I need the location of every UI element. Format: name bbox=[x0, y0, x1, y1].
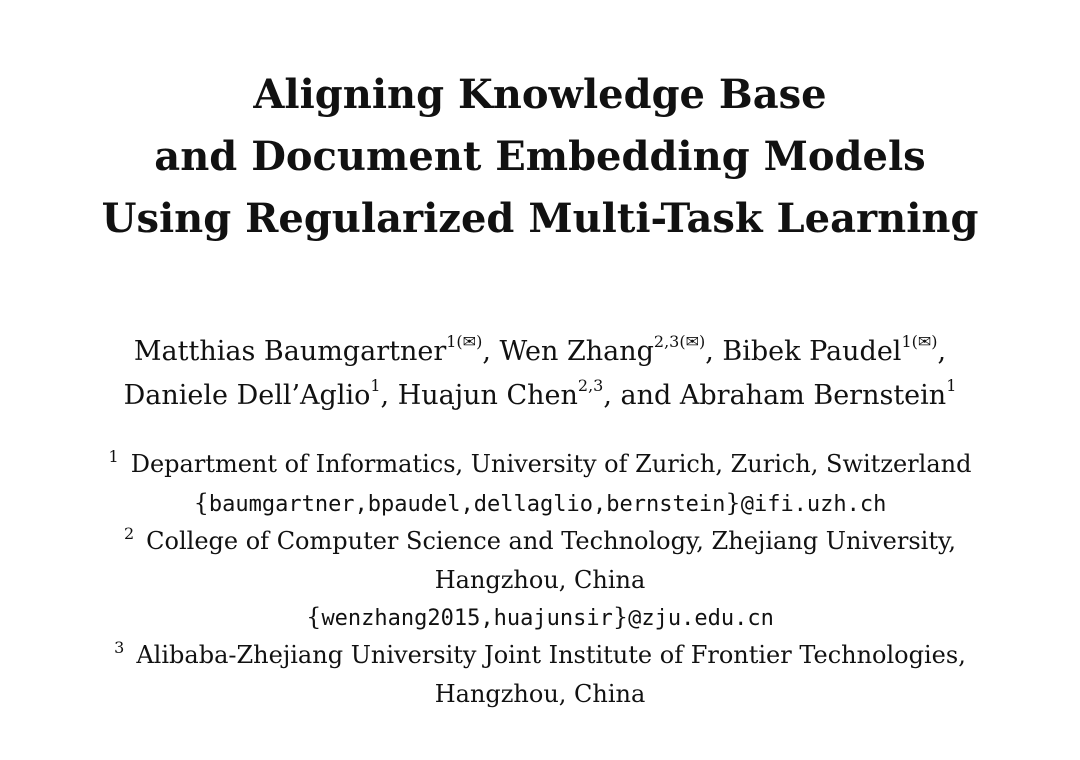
author-name: Matthias Baumgartner bbox=[133, 336, 447, 367]
affiliation-1 bbox=[0, 446, 1080, 485]
paper-title bbox=[0, 64, 1080, 250]
affiliation-text: Alibaba-Zhejiang University Joint Institute of Frontier Technologies, bbox=[136, 641, 966, 669]
affiliation-3 bbox=[0, 637, 1080, 676]
author-separator: , and bbox=[603, 380, 680, 411]
affiliation-2-emails bbox=[0, 599, 1080, 637]
author-name: Huajun Chen bbox=[397, 380, 578, 411]
author-affiliation-mark: 1 bbox=[946, 376, 957, 395]
email-users: baumgartner,bpaudel,dellaglio,bernstein bbox=[208, 492, 726, 517]
affiliation-2-location: Hangzhou, China bbox=[434, 566, 646, 594]
affiliation-text: College of Computer Science and Technology, Zhejiang University, bbox=[146, 527, 956, 555]
title-line-2: and Document Embedding Models bbox=[154, 133, 926, 180]
email-domain: @zju.edu.cn bbox=[628, 606, 774, 631]
author-name: Daniele Dell’Aglio bbox=[123, 380, 371, 411]
author-affiliation-mark: 1 bbox=[370, 376, 381, 395]
author-separator: , bbox=[705, 336, 723, 367]
author-affiliation-mark: 1(✉) bbox=[446, 332, 483, 351]
email-users: wenzhang2015,huajunsir bbox=[321, 606, 613, 631]
author-name: Abraham Bernstein bbox=[679, 380, 947, 411]
affiliation-text: Department of Informatics, University of Zurich, Zurich, Switzerland bbox=[130, 450, 972, 478]
email-brace-open: { bbox=[193, 489, 209, 517]
author-list bbox=[0, 330, 1080, 418]
email-brace-open: { bbox=[306, 603, 322, 631]
author-affiliation-mark: 1(✉) bbox=[901, 332, 938, 351]
email-brace-close: } bbox=[612, 603, 629, 631]
author-affiliation-mark: 2,3(✉) bbox=[653, 332, 706, 351]
author-line-1 bbox=[0, 330, 1080, 374]
title-line-1: Aligning Knowledge Base bbox=[253, 71, 827, 118]
affiliation-number: 3 bbox=[114, 638, 125, 657]
author-separator: , bbox=[482, 336, 500, 367]
affiliation-number: 1 bbox=[108, 447, 119, 466]
affiliation-3-location: Hangzhou, China bbox=[434, 680, 646, 708]
author-name: Wen Zhang bbox=[499, 336, 654, 367]
author-affiliation-mark: 2,3 bbox=[577, 376, 604, 395]
affiliation-2 bbox=[0, 523, 1080, 562]
author-separator: , bbox=[380, 380, 398, 411]
email-domain: @ifi.uzh.ch bbox=[740, 492, 887, 517]
affiliation-1-emails bbox=[0, 485, 1080, 523]
author-line-2 bbox=[0, 374, 1080, 418]
affiliation-number: 2 bbox=[123, 524, 135, 543]
email-brace-close: } bbox=[725, 489, 741, 517]
affiliation-list bbox=[0, 446, 1080, 713]
author-name: Bibek Paudel bbox=[722, 336, 902, 367]
author-separator: , bbox=[937, 336, 947, 367]
title-line-3: Using Regularized Multi-Task Learning bbox=[101, 195, 979, 242]
